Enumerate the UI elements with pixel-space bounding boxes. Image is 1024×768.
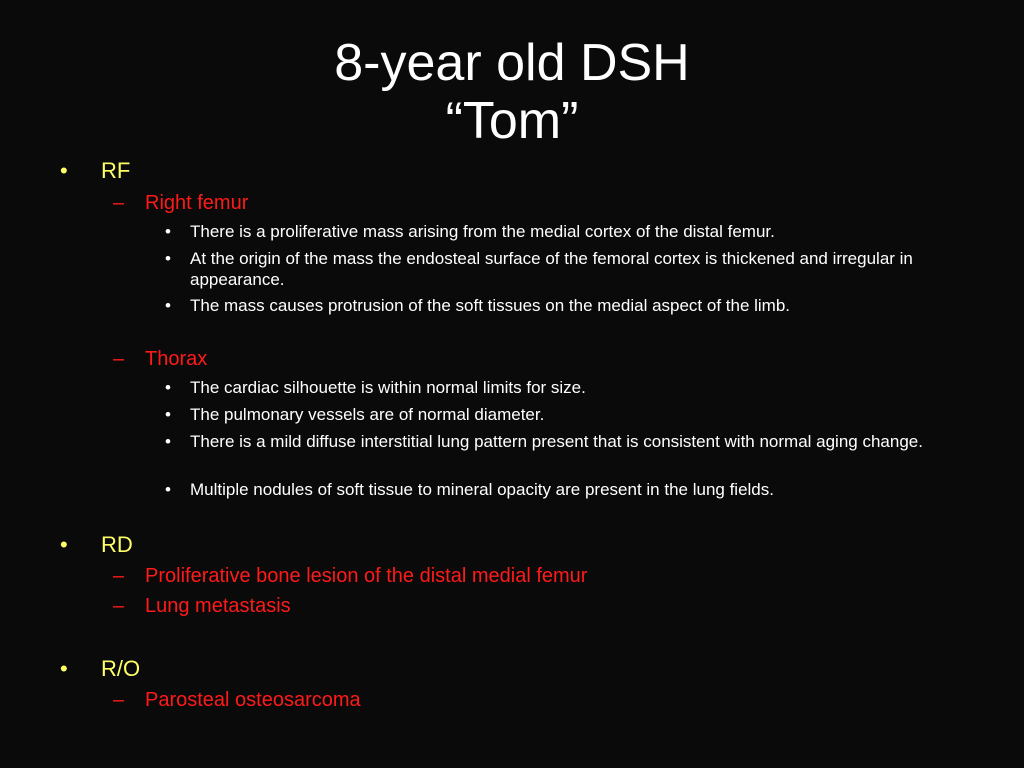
bullet-marker: • <box>165 249 171 268</box>
list-item-text: The mass causes protrusion of the soft tissues on the medial aspect of the limb. <box>190 296 791 315</box>
dash-marker: – <box>113 348 125 370</box>
list-item-text: There is a proliferative mass arising from the medial cortex of the distal femur. <box>190 222 775 241</box>
bullet-rf-label: RF <box>101 158 131 183</box>
dash-marker: – <box>113 595 125 617</box>
bullet-marker: • <box>60 158 68 183</box>
sub-bullet-text: Lung metastasis <box>145 595 291 617</box>
bullet-marker: • <box>60 532 68 557</box>
list-item-text: The cardiac silhouette is within normal limits for size. <box>190 378 586 397</box>
slide-title-line2: “Tom” <box>445 92 579 150</box>
list-item-text: Multiple nodules of soft tissue to mineral opacity are present in the lung fields. <box>190 480 774 499</box>
list-item-text: The pulmonary vessels are of normal diameter. <box>190 405 545 424</box>
bullet-marker: • <box>165 296 171 315</box>
sub-bullet-text: Parosteal osteosarcoma <box>145 689 361 711</box>
bullet-marker: • <box>165 480 171 499</box>
dash-marker: – <box>113 565 125 587</box>
sub-bullet-text: Proliferative bone lesion of the distal medial femur <box>145 565 588 587</box>
bullet-marker: • <box>165 432 171 451</box>
bullet-marker: • <box>165 222 171 241</box>
list-item-text: There is a mild diffuse interstitial lung pattern present that is consistent with normal aging change. <box>190 432 923 451</box>
dash-marker: – <box>113 689 125 711</box>
slide-title-line1: 8-year old DSH <box>334 34 690 92</box>
sub-bullet-right-femur-label: Right femur <box>145 192 249 214</box>
list-item-text: At the origin of the mass the endosteal surface of the femoral cortex is thickened and irregular in appearance. <box>190 249 913 289</box>
bullet-ro-label: R/O <box>101 656 141 681</box>
bullet-marker: • <box>165 378 171 397</box>
dash-marker: – <box>113 192 125 214</box>
bullet-rd-label: RD <box>101 532 133 557</box>
bullet-marker: • <box>60 656 68 681</box>
bullet-marker: • <box>165 405 171 424</box>
sub-bullet-thorax-label: Thorax <box>145 348 208 370</box>
